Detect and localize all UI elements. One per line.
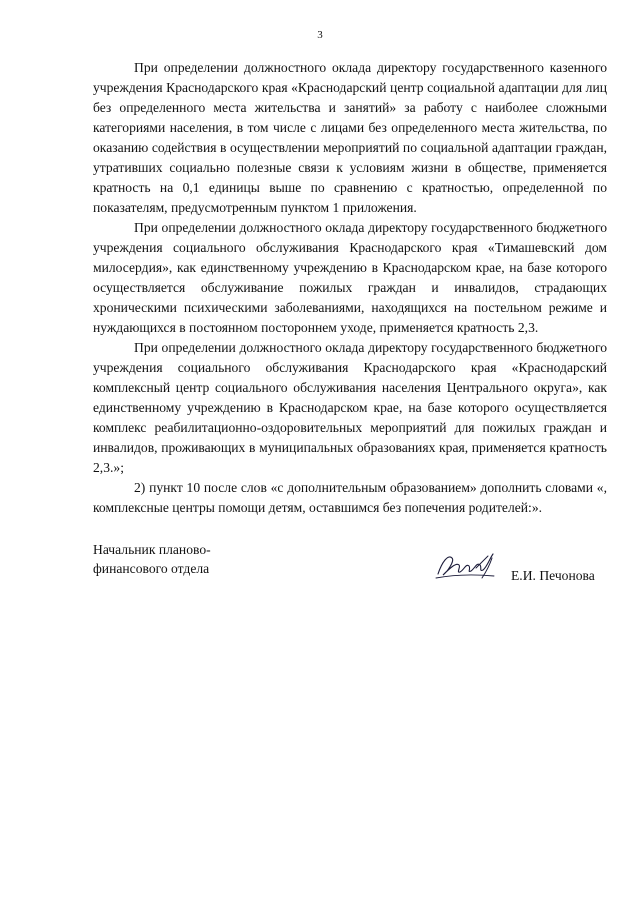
signatory-position-line-2: финансового отдела <box>93 561 210 576</box>
signatory-position <box>93 540 211 578</box>
handwritten-signature <box>432 548 500 582</box>
signatory-position-line-1: Начальник планово- <box>93 542 211 557</box>
signatory-name: Е.И. Печонова <box>511 568 595 583</box>
paragraph-4: 2) пункт 10 после слов «с дополнительным образованием» дополнить словами «, комплексные центры помощи детям, оставшимся без попечения родителей:». <box>93 480 607 515</box>
paragraph-1: При определении должностного оклада директору государственного казенного учреждения Краснодарского края «Краснодарский центр социальной адаптации для лиц без определенного места жительства и занятий» за работу с наиболее сложными категориями населения, в том числе с лицами без определенного места жительства, по оказанию содействия в осуществлении мероприятий по социальной адаптации граждан, утративших социально полезные связи к условиям жизни в обществе, применяется кратность на 0,1 единицы выше по сравнению с кратностью, определенной по показателям, предусмотренным пунктом 1 приложения. <box>93 60 607 215</box>
paragraph-2: При определении должностного оклада директору государственного бюджетного учреждения социального обслуживания Краснодарского края «Тимашевский дом милосердия», как единственному учреждению в Краснодарском крае, на базе которого осуществляется обслуживание пожилых граждан и инвалидов, страдающих хроническими психическими заболеваниями, находящихся на постельном режиме и нуждающихся в постоянном постороннем уходе, применяется кратность 2,3. <box>93 220 607 335</box>
paragraph-3: При определении должностного оклада директору государственного бюджетного учреждения социального обслуживания Краснодарского края «Краснодарский комплексный центр социального обслуживания населения Центрального округа», как единственному учреждению в Краснодарском крае, на базе которого осуществляется комплекс реабилитационно-оздоровительных мероприятий для пожилых граждан и инвалидов, проживающих в муниципальных образованиях края, применяется кратность 2,3.»; <box>93 340 607 475</box>
page-number: 3 <box>317 29 323 41</box>
document-body <box>93 58 607 518</box>
